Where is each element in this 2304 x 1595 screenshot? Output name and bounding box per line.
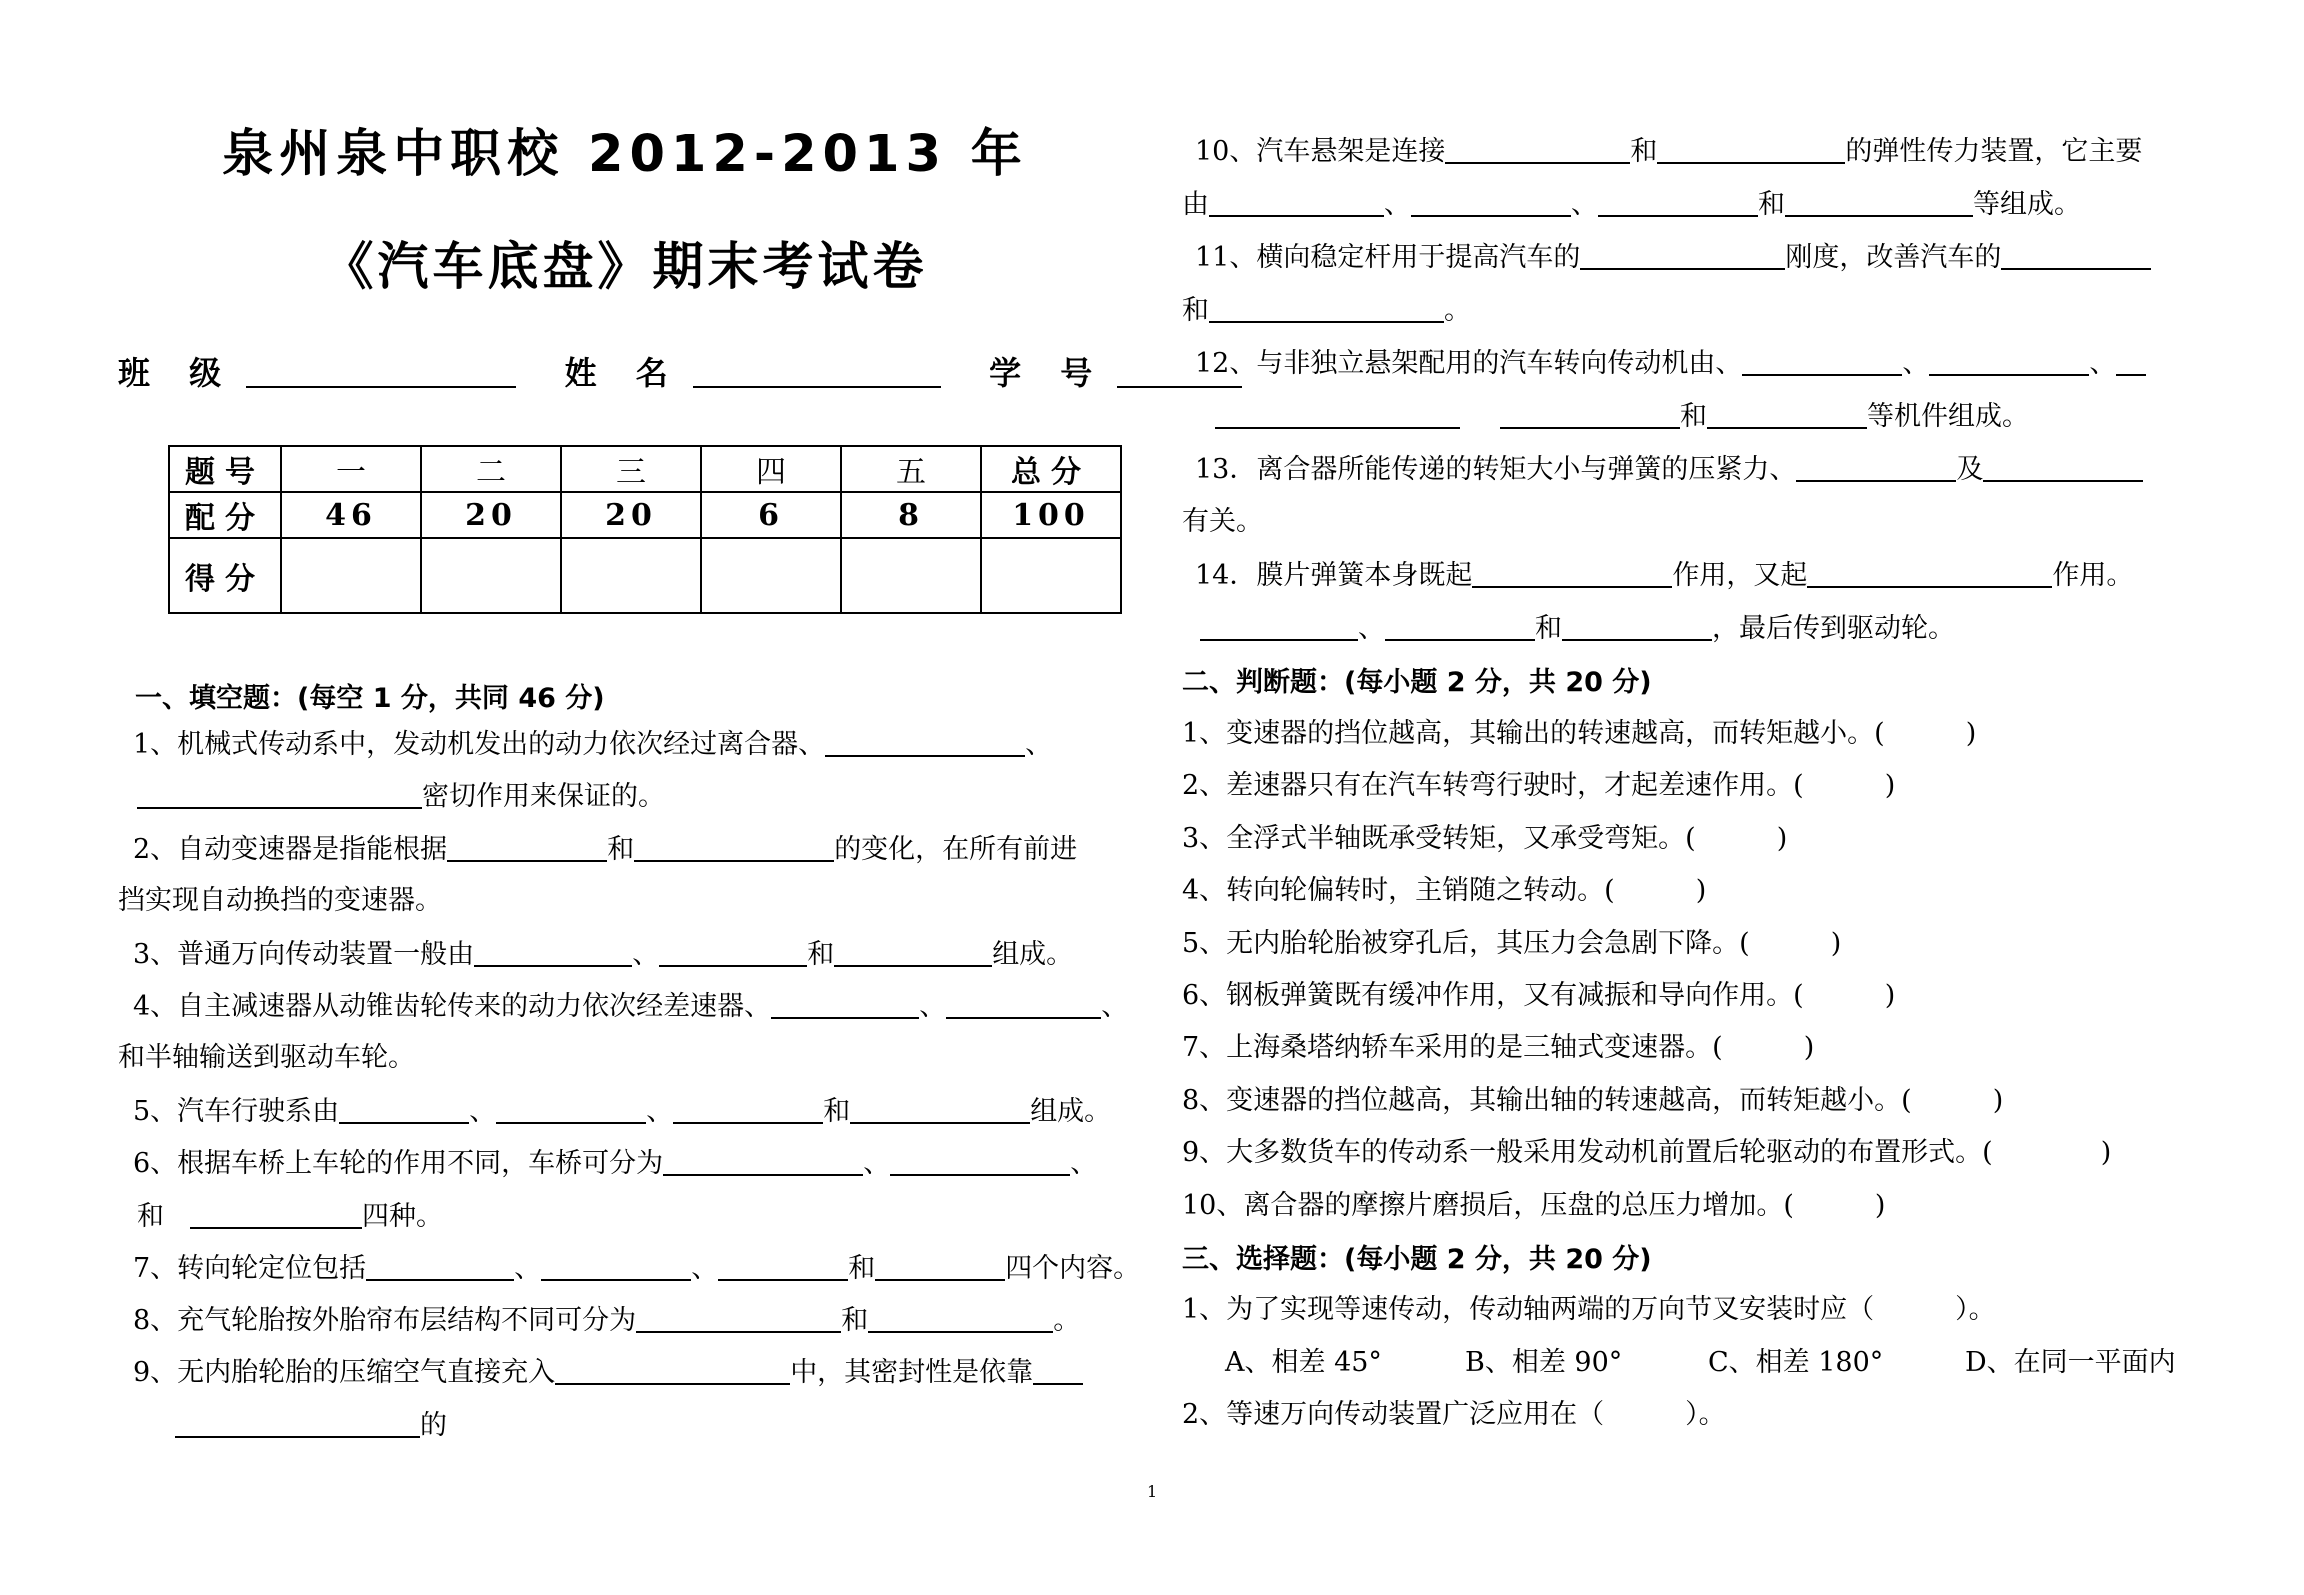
q-text: 等组成。 <box>1973 189 2081 220</box>
option-c[interactable]: C、相差 180° <box>1708 1347 1884 1378</box>
fill-q3 <box>133 939 1073 970</box>
option-d[interactable]: D、在同一平面内 <box>1965 1347 2176 1378</box>
class-field[interactable] <box>246 356 516 388</box>
option-b[interactable]: B、相差 90° <box>1465 1347 1623 1378</box>
column-header: 一 <box>281 446 421 492</box>
blank[interactable] <box>946 991 1101 1019</box>
q-text: 组成。 <box>1030 1096 1112 1127</box>
q-text: 的变化，在所有前进 <box>834 834 1078 865</box>
column-header: 二 <box>421 446 561 492</box>
score-cell[interactable] <box>701 538 841 613</box>
blank[interactable] <box>1657 136 1845 164</box>
blank[interactable] <box>771 991 919 1019</box>
q-text: 和 <box>807 939 835 970</box>
blank[interactable] <box>1983 454 2143 482</box>
blank[interactable] <box>474 939 632 967</box>
fill-q14-cont <box>1200 613 1955 644</box>
blank[interactable] <box>1742 348 1902 376</box>
q-text: 和 <box>1182 295 1209 326</box>
q-text: 和 <box>1680 401 1707 432</box>
exam-title-line2: 《汽车底盘》期末考试卷 <box>322 238 928 297</box>
q-text: 由 <box>1182 189 1209 220</box>
blank[interactable] <box>366 1253 514 1281</box>
choice-q1: 1、为了实现等速传动，传动轴两端的万向节叉安装时应（ ）。 <box>1182 1294 1996 1325</box>
q-text: 9、无内胎轮胎的压缩空气直接充入 <box>133 1357 556 1388</box>
q-text: 、 <box>1070 1148 1098 1179</box>
blank[interactable] <box>496 1096 646 1124</box>
choice-q1-options <box>1225 1348 2176 1378</box>
fill-q9 <box>133 1357 1083 1388</box>
q-text: 、 <box>919 991 947 1022</box>
blank[interactable] <box>1472 560 1672 588</box>
q-text: 13．离合器所能传递的转矩大小与弹簧的压紧力、 <box>1195 454 1797 485</box>
q-text: 12、与非独立悬架配用的汽车转向传动机由、 <box>1195 348 1743 379</box>
q-text: 、 <box>863 1148 891 1179</box>
blank[interactable] <box>190 1201 362 1229</box>
row-label-score: 得分 <box>169 538 281 613</box>
q-text: 、 <box>646 1096 674 1127</box>
blank[interactable] <box>850 1096 1030 1124</box>
q-text: 密切作用来保证的。 <box>422 781 665 812</box>
option-a[interactable]: A、相差 45° <box>1225 1347 1382 1378</box>
blank[interactable] <box>868 1305 1053 1333</box>
q-text: 4、自主减速器从动锥齿轮传来的动力依次经差速器、 <box>133 991 772 1022</box>
judge-item: 3、全浮式半轴既承受转矩，又承受弯矩。( ) <box>1182 823 1788 854</box>
blank[interactable] <box>636 1305 841 1333</box>
q-text: 四个内容。 <box>1005 1253 1141 1284</box>
blank[interactable] <box>659 939 807 967</box>
blank[interactable] <box>1411 189 1571 217</box>
q-text: 、 <box>514 1253 542 1284</box>
q-text: 、 <box>2089 348 2117 379</box>
points-cell: 8 <box>841 492 981 538</box>
row-label-points: 配分 <box>169 492 281 538</box>
score-cell[interactable] <box>281 538 421 613</box>
fill-q13 <box>1195 454 2143 485</box>
points-cell: 100 <box>981 492 1121 538</box>
q-text: 组成。 <box>992 939 1074 970</box>
choice-q2: 2、等速万向传动装置广泛应用在（ ）。 <box>1182 1399 1726 1430</box>
column-header: 三 <box>561 446 701 492</box>
section1-heading: 一、填空题：(每空 1 分，共同 46 分) <box>135 683 605 714</box>
blank[interactable] <box>447 834 607 862</box>
table-row <box>169 446 1121 492</box>
fill-q2-cont: 挡实现自动换挡的变速器。 <box>118 885 442 916</box>
q-text: 5、汽车行驶系由 <box>133 1096 340 1127</box>
points-cell: 20 <box>421 492 561 538</box>
blank[interactable] <box>1500 401 1680 429</box>
fill-q11-cont <box>1182 295 1471 326</box>
q-text: 刚度，改善汽车的 <box>1785 242 2002 273</box>
q-text: 3、普通万向传动装置一般由 <box>133 939 475 970</box>
blank[interactable] <box>1209 295 1444 323</box>
blank[interactable] <box>1385 613 1535 641</box>
q-text: 、 <box>1101 991 1129 1022</box>
blank[interactable] <box>1785 189 1973 217</box>
table-row <box>169 492 1121 538</box>
fill-q8 <box>133 1305 1080 1336</box>
fill-q11 <box>1195 242 2151 273</box>
blank[interactable] <box>875 1253 1005 1281</box>
q-text: 、 <box>1902 348 1930 379</box>
blank[interactable] <box>1209 189 1384 217</box>
q-text: 和 <box>823 1096 851 1127</box>
q-text: 作用。 <box>2052 560 2134 591</box>
q-text: 等机件组成。 <box>1867 401 2029 432</box>
blank[interactable] <box>2001 242 2151 270</box>
judge-item: 1、变速器的挡位越高，其输出的转速越高，而转矩越小。( ) <box>1182 718 1977 749</box>
fill-q4-cont: 和半轴输送到驱动车轮。 <box>118 1042 415 1073</box>
q-text: 的 <box>420 1410 447 1441</box>
fill-q2 <box>133 834 1077 865</box>
class-label: 班 级 <box>118 354 236 392</box>
fill-q1-cont <box>137 781 665 812</box>
q-text: 14．膜片弹簧本身既起 <box>1195 560 1473 591</box>
page-number: 1 <box>1147 1482 1158 1501</box>
blank[interactable] <box>1796 454 1956 482</box>
id-label: 学 号 <box>989 354 1107 392</box>
row-label-question-no: 题号 <box>169 446 281 492</box>
q-text: 及 <box>1956 454 1984 485</box>
q-text: 和 <box>1535 613 1562 644</box>
blank[interactable] <box>1580 242 1785 270</box>
blank[interactable] <box>2116 348 2146 376</box>
points-cell: 20 <box>561 492 701 538</box>
blank[interactable] <box>1562 613 1712 641</box>
fill-q12-cont <box>1215 401 2029 432</box>
q-text: ，最后传到驱动轮。 <box>1712 613 1955 644</box>
blank[interactable] <box>673 1096 823 1124</box>
q-text: 、 <box>632 939 660 970</box>
q-text: 。 <box>1444 295 1471 326</box>
q-text: 和 <box>848 1253 876 1284</box>
blank[interactable] <box>175 1410 420 1438</box>
q-text: 和 <box>607 834 635 865</box>
judge-item: 2、差速器只有在汽车转弯行驶时，才起差速作用。( ) <box>1182 770 1896 801</box>
blank[interactable] <box>890 1148 1070 1176</box>
q-text: 、 <box>1571 189 1598 220</box>
score-cell[interactable] <box>841 538 981 613</box>
fill-q4 <box>133 991 1128 1022</box>
blank[interactable] <box>137 781 422 809</box>
q-text: 和 <box>137 1201 164 1232</box>
fill-q1 <box>133 729 1052 760</box>
fill-q6 <box>133 1148 1097 1179</box>
blank[interactable] <box>541 1253 691 1281</box>
fill-q10 <box>1195 136 2142 167</box>
column-header: 总分 <box>981 446 1121 492</box>
table-row <box>169 538 1121 613</box>
score-cell[interactable] <box>421 538 561 613</box>
q-text: 的弹性传力装置，它主要 <box>1845 136 2143 167</box>
fill-q6-cont <box>137 1201 443 1232</box>
fill-q13-cont: 有关。 <box>1182 506 1263 537</box>
exam-title-line1: 泉州泉中职校 2012-2013 年 <box>222 125 1028 184</box>
score-table <box>168 445 1122 614</box>
blank[interactable] <box>1807 560 2052 588</box>
q-text: 11、横向稳定杆用于提高汽车的 <box>1195 242 1581 273</box>
judge-item: 7、上海桑塔纳轿车采用的是三轴式变速器。( ) <box>1182 1032 1815 1063</box>
fill-q5 <box>133 1096 1111 1127</box>
q-text: 和 <box>1630 136 1658 167</box>
name-field[interactable] <box>693 356 941 388</box>
q-text: 、 <box>691 1253 719 1284</box>
blank[interactable] <box>1033 1357 1083 1385</box>
blank[interactable] <box>1215 401 1460 429</box>
section3-heading: 三、选择题：(每小题 2 分，共 20 分) <box>1182 1244 1652 1275</box>
section2-heading: 二、判断题：(每小题 2 分，共 20 分) <box>1182 667 1652 698</box>
q-text: 和 <box>841 1305 869 1336</box>
judge-item: 6、钢板弹簧既有缓冲作用，又有减振和导向作用。( ) <box>1182 980 1896 1011</box>
student-info <box>118 348 1242 394</box>
q-text: 和 <box>1758 189 1785 220</box>
points-cell: 46 <box>281 492 421 538</box>
q-text: 、 <box>469 1096 497 1127</box>
fill-q12 <box>1195 348 2146 379</box>
fill-q9-cont <box>175 1410 447 1441</box>
q-text: 8、充气轮胎按外胎帘布层结构不同可分为 <box>133 1305 637 1336</box>
q-text: 6、根据车桥上车轮的作用不同，车桥可分为 <box>133 1148 664 1179</box>
blank[interactable] <box>555 1357 790 1385</box>
points-cell: 6 <box>701 492 841 538</box>
q-text: 四种。 <box>362 1201 443 1232</box>
name-label: 姓 名 <box>564 354 682 392</box>
column-header: 四 <box>701 446 841 492</box>
judge-item: 4、转向轮偏转时，主销随之转动。( ) <box>1182 875 1707 906</box>
fill-q10-cont <box>1182 189 2081 220</box>
blank[interactable] <box>1445 136 1630 164</box>
fill-q14 <box>1195 560 2133 591</box>
q-text: 。 <box>1053 1305 1081 1336</box>
q-text: 、 <box>1358 613 1385 644</box>
blank[interactable] <box>1707 401 1867 429</box>
blank[interactable] <box>834 939 992 967</box>
judge-item: 9、大多数货车的传动系一般采用发动机前置后轮驱动的布置形式。( ) <box>1182 1137 2112 1168</box>
q-text: 、 <box>1384 189 1411 220</box>
q-text: 10、汽车悬架是连接 <box>1195 136 1446 167</box>
blank[interactable] <box>1598 189 1758 217</box>
judge-item: 8、变速器的挡位越高，其输出轴的转速越高，而转矩越小。( ) <box>1182 1085 2004 1116</box>
q-text: 中，其密封性是依靠 <box>790 1357 1034 1388</box>
q-text: 2、自动变速器是指能根据 <box>133 834 448 865</box>
blank[interactable] <box>1929 348 2089 376</box>
blank[interactable] <box>634 834 834 862</box>
q-text: 作用，又起 <box>1672 560 1808 591</box>
judge-item: 10、离合器的摩擦片磨损后，压盘的总压力增加。( ) <box>1182 1190 1886 1221</box>
blank[interactable] <box>663 1148 863 1176</box>
q-text: 、 <box>1025 729 1053 760</box>
score-cell[interactable] <box>981 538 1121 613</box>
right-column <box>1170 0 2304 1595</box>
blank[interactable] <box>718 1253 848 1281</box>
judge-item: 5、无内胎轮胎被穿孔后，其压力会急剧下降。( ) <box>1182 928 1842 959</box>
blank[interactable] <box>825 729 1025 757</box>
q-text: 1、机械式传动系中，发动机发出的动力依次经过离合器、 <box>133 729 826 760</box>
fill-q7 <box>133 1253 1140 1284</box>
blank[interactable] <box>1200 613 1358 641</box>
score-cell[interactable] <box>561 538 701 613</box>
column-header: 五 <box>841 446 981 492</box>
blank[interactable] <box>339 1096 469 1124</box>
q-text: 7、转向轮定位包括 <box>133 1253 367 1284</box>
